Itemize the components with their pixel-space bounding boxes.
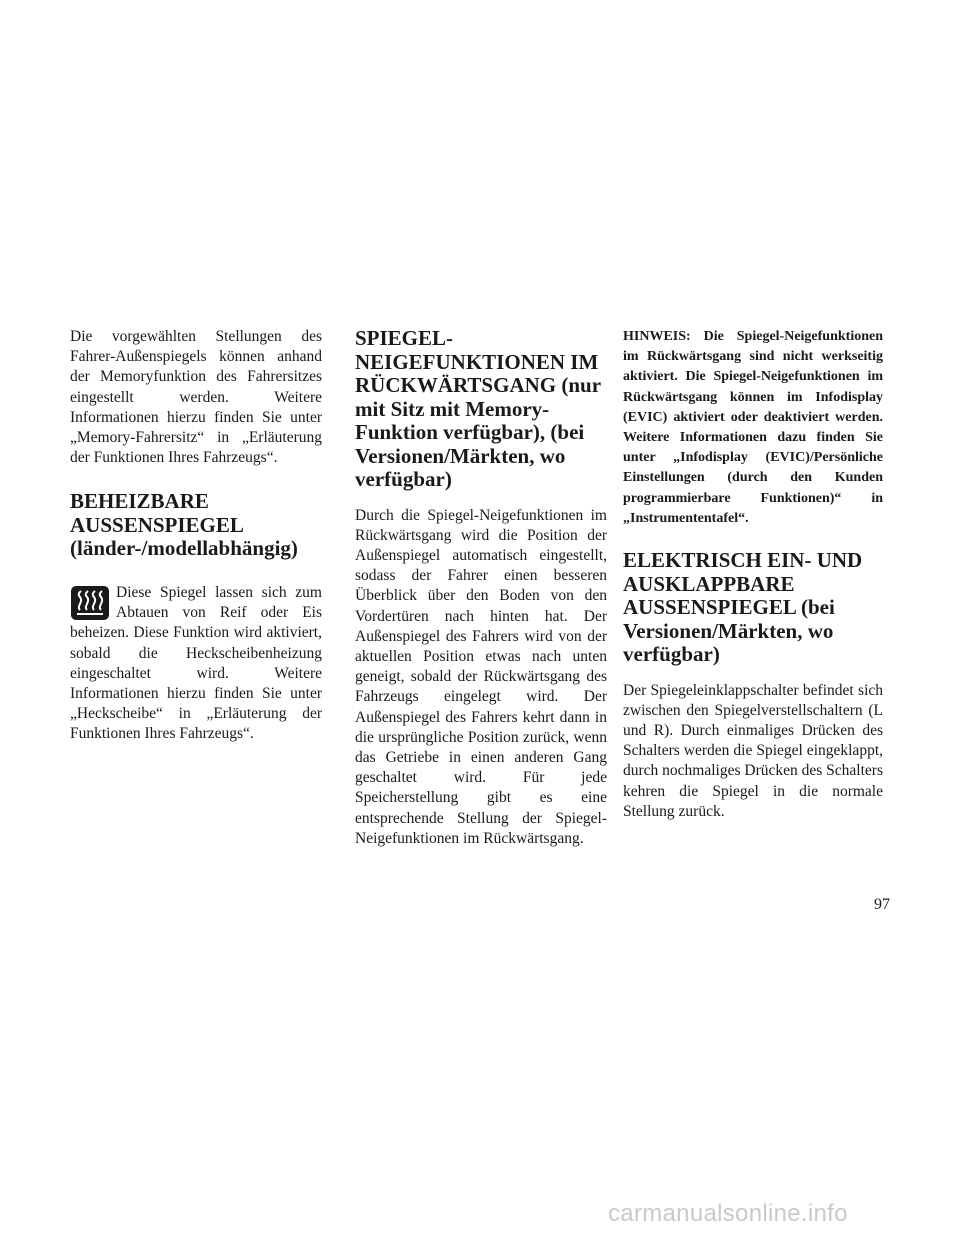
folding-mirrors-heading: ELEKTRISCH EIN- UND AUSKLAPPBARE AUSSENSPIEGEL (bei Versionen/Märkten, wo verfügbar) — [623, 548, 863, 667]
heated-mirrors-paragraph: Diese Spiegel lassen sich zum Abtauen von Reif oder Eis beheizen. Diese Funktion wird aktiviert, sobald die Heckscheibenheizung eingeschaltet wird. Weitere Informationen hierzu finden Sie unter „Heckscheibe“ in „Erläuterung der Funktionen Ihres Fahrzeugs“. — [70, 583, 322, 743]
reverse-tilt-heading: SPIEGEL-NEIGEFUNKTIONEN IM RÜCKWÄRTSGANG (nur mit Sitz mit Memory-Funktion verfügbar), (bei Versionen/Märkten, wo verfügbar) — [355, 326, 601, 491]
memory-intro-paragraph: Die vorgewählten Stellungen des Fahrer-Außenspiegels können anhand der Memoryfunktion des Fahrersitzes eingestellt werden. Weitere Informationen hierzu finden Sie unter „Memory-Fahrersitz“ in „Erläuterung der Funktionen Ihres Fahrzeugs“. — [70, 328, 322, 467]
watermark-text: carmanualsonline.info — [608, 1200, 848, 1227]
page-number: 97 — [874, 896, 890, 913]
heated-mirrors-heading: BEHEIZBARE AUSSENSPIEGEL (länder-/modellabhängig) — [70, 489, 298, 561]
right-column — [623, 327, 883, 822]
note-paragraph: HINWEIS: Die Spiegel-Neigefunktionen im Rückwärtsgang sind nicht werkseitig aktiviert. Die Spiegel-Neigefunktionen im Rückwärtsgang können im Infodisplay (EVIC) aktiviert oder deaktiviert werden. Weitere Informationen dazu finden Sie unter „Infodisplay (EVIC)/Persönliche Einstellungen (durch den Kunden programmierbare Funktionen)“ in „Instrumententafel“. — [623, 329, 883, 526]
middle-column — [355, 327, 607, 849]
rear-defrost-icon — [70, 585, 110, 621]
left-column — [70, 327, 322, 745]
reverse-tilt-paragraph: Durch die Spiegel-Neigefunktionen im Rückwärtsgang wird die Position der Außenspiegel automatisch eingestellt, sodass der Fahrer einen besseren Überblick über den Boden von den Vordertüren nach hinten hat. Der Außenspiegel des Fahrers wird von der aktuellen Position etwas nach unten geneigt, sobald der Rückwärtsgang des Fahrzeugs eingelegt wird. Der Außenspiegel des Fahrers kehrt dann in die ursprüngliche Position zurück, wenn das Getriebe in einen anderen Gang geschaltet wird. Für jede Speicherstellung gibt es eine entsprechende Stellung der Spiegel-Neigefunktionen im Rückwärtsgang. — [355, 506, 607, 847]
folding-mirrors-paragraph: Der Spiegeleinklappschalter befindet sich zwischen den Spiegelverstellschaltern (L und R). Durch einmaliges Drücken des Schalters werden die Spiegel eingeklappt, durch nochmaliges Drücken des Schalters kehren die Spiegel in die normale Stellung zurück. — [623, 681, 883, 820]
heated-mirrors-block — [70, 583, 322, 745]
